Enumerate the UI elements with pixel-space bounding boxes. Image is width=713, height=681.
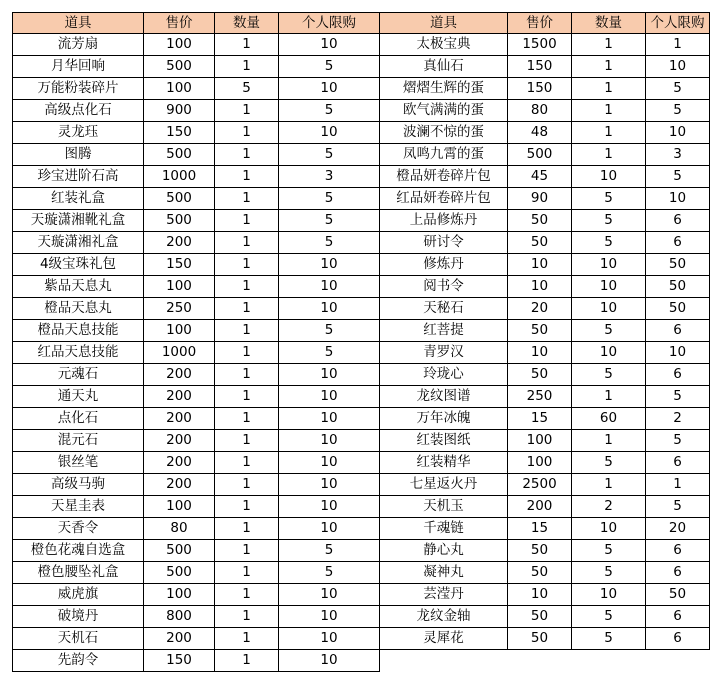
left-quantity-cell: 1 [215, 166, 279, 188]
right-quantity-cell: 5 [572, 210, 646, 232]
right-item-name-cell: 凤鸣九霄的蛋 [380, 144, 508, 166]
right-quantity-cell: 5 [572, 452, 646, 474]
left-item-name-cell: 月华回响 [12, 56, 144, 78]
right-price-cell: 50 [508, 540, 572, 562]
left-purchase-limit-cell: 5 [279, 188, 380, 210]
left-price-cell: 1000 [144, 166, 215, 188]
table-row [12, 144, 711, 166]
left-item-name-cell: 万能粉装碎片 [12, 78, 144, 100]
right-item-name-cell: 龙纹图谱 [380, 386, 508, 408]
right-price-cell: 50 [508, 210, 572, 232]
right-price-cell: 150 [508, 78, 572, 100]
table-row [12, 100, 711, 122]
left-purchase-limit-cell: 5 [279, 342, 380, 364]
table-row [12, 276, 711, 298]
right-item-name-cell: 红菩提 [380, 320, 508, 342]
right-quantity-cell: 60 [572, 408, 646, 430]
right-purchase-limit-cell: 6 [646, 606, 710, 628]
left-item-name-cell: 高级点化石 [12, 100, 144, 122]
table-row [12, 254, 711, 276]
left-price-cell: 100 [144, 78, 215, 100]
left-price-cell: 200 [144, 430, 215, 452]
right-item-name-cell: 阅书令 [380, 276, 508, 298]
left-item-name-cell: 灵龙珏 [12, 122, 144, 144]
right-item-name-cell: 红装精华 [380, 452, 508, 474]
right-price-cell: 20 [508, 298, 572, 320]
right-quantity-cell: 5 [572, 562, 646, 584]
left-price-cell: 500 [144, 188, 215, 210]
right-quantity-cell: 1 [572, 474, 646, 496]
right-price-cell: 150 [508, 56, 572, 78]
header-price: 售价 [144, 12, 215, 34]
left-quantity-cell: 1 [215, 144, 279, 166]
left-quantity-cell: 1 [215, 408, 279, 430]
left-quantity-cell: 1 [215, 232, 279, 254]
right-quantity-cell: 5 [572, 188, 646, 210]
right-item-name-cell: 红品妍卷碎片包 [380, 188, 508, 210]
right-quantity-cell: 5 [572, 232, 646, 254]
left-price-cell: 500 [144, 562, 215, 584]
left-item-name-cell: 橙色花魂自选盒 [12, 540, 144, 562]
left-quantity-cell: 1 [215, 210, 279, 232]
right-quantity-cell: 1 [572, 122, 646, 144]
right-quantity-cell: 5 [572, 628, 646, 650]
left-purchase-limit-cell: 10 [279, 650, 380, 672]
left-quantity-cell: 1 [215, 584, 279, 606]
right-purchase-limit-cell: 5 [646, 78, 710, 100]
table-row [12, 452, 711, 474]
right-purchase-limit-cell: 1 [646, 34, 710, 56]
right-item-name-cell: 波澜不惊的蛋 [380, 122, 508, 144]
right-item-name-cell: 天秘石 [380, 298, 508, 320]
right-quantity-cell: 10 [572, 584, 646, 606]
right-quantity-cell: 1 [572, 100, 646, 122]
left-purchase-limit-cell: 10 [279, 298, 380, 320]
table-header-row [12, 12, 711, 34]
header-price: 售价 [508, 12, 572, 34]
left-item-name-cell: 破境丹 [12, 606, 144, 628]
right-purchase-limit-cell: 5 [646, 386, 710, 408]
left-price-cell: 250 [144, 298, 215, 320]
right-quantity-cell: 1 [572, 56, 646, 78]
left-price-cell: 100 [144, 584, 215, 606]
left-quantity-cell: 1 [215, 364, 279, 386]
table-row [12, 298, 711, 320]
right-price-cell: 90 [508, 188, 572, 210]
right-item-name-cell: 静心丸 [380, 540, 508, 562]
left-quantity-cell: 1 [215, 628, 279, 650]
right-price-cell: 10 [508, 342, 572, 364]
left-price-cell: 200 [144, 452, 215, 474]
left-item-name-cell: 橙品天息丸 [12, 298, 144, 320]
table-row [12, 408, 711, 430]
right-item-name-cell: 真仙石 [380, 56, 508, 78]
right-price-cell: 50 [508, 562, 572, 584]
right-quantity-cell: 1 [572, 386, 646, 408]
right-quantity-cell: 2 [572, 496, 646, 518]
left-price-cell: 200 [144, 364, 215, 386]
left-quantity-cell: 1 [215, 34, 279, 56]
table-row [12, 78, 711, 100]
left-quantity-cell: 1 [215, 452, 279, 474]
left-price-cell: 200 [144, 474, 215, 496]
left-price-cell: 80 [144, 518, 215, 540]
left-purchase-limit-cell: 5 [279, 100, 380, 122]
left-purchase-limit-cell: 10 [279, 628, 380, 650]
left-purchase-limit-cell: 10 [279, 584, 380, 606]
right-item-name-cell: 欧气满满的蛋 [380, 100, 508, 122]
right-purchase-limit-cell: 6 [646, 628, 710, 650]
left-item-name-cell: 天机石 [12, 628, 144, 650]
table-row [12, 210, 711, 232]
left-item-name-cell: 红品天息技能 [12, 342, 144, 364]
right-item-name-cell: 玲珑心 [380, 364, 508, 386]
left-purchase-limit-cell: 10 [279, 122, 380, 144]
left-price-cell: 200 [144, 386, 215, 408]
left-purchase-limit-cell: 5 [279, 562, 380, 584]
left-item-name-cell: 元魂石 [12, 364, 144, 386]
left-price-cell: 150 [144, 122, 215, 144]
right-price-cell: 80 [508, 100, 572, 122]
right-purchase-limit-cell: 5 [646, 430, 710, 452]
right-item-name-cell: 万年冰魄 [380, 408, 508, 430]
right-item-name-cell: 灵犀花 [380, 628, 508, 650]
left-quantity-cell: 1 [215, 562, 279, 584]
left-purchase-limit-cell: 5 [279, 144, 380, 166]
right-price-cell: 250 [508, 386, 572, 408]
left-item-name-cell: 高级马驹 [12, 474, 144, 496]
right-price-cell: 50 [508, 232, 572, 254]
left-price-cell: 100 [144, 34, 215, 56]
right-purchase-limit-cell: 6 [646, 540, 710, 562]
left-purchase-limit-cell: 10 [279, 386, 380, 408]
left-price-cell: 150 [144, 254, 215, 276]
table-row [12, 540, 711, 562]
left-purchase-limit-cell: 5 [279, 232, 380, 254]
price-table [12, 12, 711, 672]
left-item-name-cell: 威虎旗 [12, 584, 144, 606]
right-purchase-limit-cell: 10 [646, 342, 710, 364]
left-quantity-cell: 1 [215, 518, 279, 540]
right-item-name-cell: 芸滢丹 [380, 584, 508, 606]
left-price-cell: 500 [144, 144, 215, 166]
left-price-cell: 500 [144, 210, 215, 232]
left-price-cell: 1000 [144, 342, 215, 364]
left-item-name-cell: 流芳扇 [12, 34, 144, 56]
table-row [12, 34, 711, 56]
table-row [12, 342, 711, 364]
left-purchase-limit-cell: 3 [279, 166, 380, 188]
table-row [12, 386, 711, 408]
right-purchase-limit-cell: 1 [646, 474, 710, 496]
right-purchase-limit-cell: 6 [646, 452, 710, 474]
table-row [12, 474, 711, 496]
left-item-name-cell: 图腾 [12, 144, 144, 166]
left-item-name-cell: 混元石 [12, 430, 144, 452]
right-purchase-limit-cell: 20 [646, 518, 710, 540]
right-purchase-limit-cell: 6 [646, 232, 710, 254]
right-purchase-limit-cell: 50 [646, 276, 710, 298]
left-quantity-cell: 1 [215, 122, 279, 144]
table-row [12, 364, 711, 386]
left-item-name-cell: 4级宝珠礼包 [12, 254, 144, 276]
left-purchase-limit-cell: 10 [279, 452, 380, 474]
right-quantity-cell: 10 [572, 166, 646, 188]
left-quantity-cell: 1 [215, 320, 279, 342]
left-item-name-cell: 红装礼盒 [12, 188, 144, 210]
left-price-cell: 100 [144, 320, 215, 342]
right-item-name-cell: 千魂链 [380, 518, 508, 540]
right-price-cell: 500 [508, 144, 572, 166]
table-row [12, 122, 711, 144]
right-item-name-cell: 七星返火丹 [380, 474, 508, 496]
left-purchase-limit-cell: 10 [279, 254, 380, 276]
right-price-cell: 100 [508, 430, 572, 452]
table-row [12, 650, 711, 672]
left-item-name-cell: 紫品天息丸 [12, 276, 144, 298]
right-quantity-cell: 10 [572, 518, 646, 540]
right-price-cell: 10 [508, 276, 572, 298]
right-purchase-limit-cell: 5 [646, 100, 710, 122]
right-quantity-cell: 1 [572, 34, 646, 56]
left-purchase-limit-cell: 10 [279, 34, 380, 56]
left-item-name-cell: 橙品天息技能 [12, 320, 144, 342]
right-item-name-cell: 龙纹金轴 [380, 606, 508, 628]
right-quantity-cell: 5 [572, 606, 646, 628]
left-quantity-cell: 1 [215, 254, 279, 276]
left-purchase-limit-cell: 10 [279, 496, 380, 518]
table-row [12, 232, 711, 254]
left-item-name-cell: 橙色腰坠礼盒 [12, 562, 144, 584]
right-price-cell: 15 [508, 408, 572, 430]
table-row [12, 56, 711, 78]
table-row [12, 562, 711, 584]
left-price-cell: 200 [144, 408, 215, 430]
right-price-cell: 2500 [508, 474, 572, 496]
right-quantity-cell: 10 [572, 254, 646, 276]
left-price-cell: 100 [144, 276, 215, 298]
right-price-cell: 50 [508, 364, 572, 386]
right-purchase-limit-cell: 2 [646, 408, 710, 430]
left-item-name-cell: 天香令 [12, 518, 144, 540]
left-purchase-limit-cell: 10 [279, 408, 380, 430]
left-quantity-cell: 1 [215, 540, 279, 562]
right-item-name-cell: 研讨令 [380, 232, 508, 254]
table-row [12, 430, 711, 452]
right-price-cell: 200 [508, 496, 572, 518]
left-item-name-cell: 珍宝进阶石高 [12, 166, 144, 188]
right-price-cell: 50 [508, 628, 572, 650]
left-quantity-cell: 1 [215, 650, 279, 672]
right-quantity-cell: 10 [572, 276, 646, 298]
right-price-cell: 10 [508, 254, 572, 276]
table-row [12, 518, 711, 540]
left-purchase-limit-cell: 5 [279, 320, 380, 342]
left-price-cell: 800 [144, 606, 215, 628]
right-purchase-limit-cell: 5 [646, 166, 710, 188]
right-price-cell: 45 [508, 166, 572, 188]
right-purchase-limit-cell: 50 [646, 584, 710, 606]
table-row [12, 320, 711, 342]
header-item-name: 道具 [380, 12, 508, 34]
left-quantity-cell: 1 [215, 496, 279, 518]
header-purchase-limit: 个人限购 [646, 12, 710, 34]
right-quantity-cell: 10 [572, 298, 646, 320]
right-price-cell: 50 [508, 320, 572, 342]
left-purchase-limit-cell: 10 [279, 78, 380, 100]
left-price-cell: 500 [144, 56, 215, 78]
left-price-cell: 100 [144, 496, 215, 518]
right-item-name-cell: 橙品妍卷碎片包 [380, 166, 508, 188]
table-row [12, 606, 711, 628]
left-quantity-cell: 1 [215, 188, 279, 210]
left-quantity-cell: 1 [215, 276, 279, 298]
right-price-cell: 15 [508, 518, 572, 540]
left-item-name-cell: 天璇潇湘礼盒 [12, 232, 144, 254]
right-price-cell: 1500 [508, 34, 572, 56]
right-item-name-cell: 青罗汉 [380, 342, 508, 364]
left-quantity-cell: 1 [215, 606, 279, 628]
left-quantity-cell: 1 [215, 56, 279, 78]
header-purchase-limit: 个人限购 [279, 12, 380, 34]
left-item-name-cell: 天璇潇湘靴礼盒 [12, 210, 144, 232]
left-item-name-cell: 天星圭表 [12, 496, 144, 518]
right-item-name-cell: 熠熠生辉的蛋 [380, 78, 508, 100]
right-purchase-limit-cell: 6 [646, 562, 710, 584]
right-quantity-cell: 1 [572, 144, 646, 166]
left-purchase-limit-cell: 10 [279, 474, 380, 496]
right-item-name-cell: 太极宝典 [380, 34, 508, 56]
right-item-name-cell: 天机玉 [380, 496, 508, 518]
left-item-name-cell: 点化石 [12, 408, 144, 430]
right-purchase-limit-cell: 5 [646, 496, 710, 518]
table-row [12, 166, 711, 188]
right-purchase-limit-cell: 6 [646, 320, 710, 342]
left-quantity-cell: 5 [215, 78, 279, 100]
right-price-cell: 50 [508, 606, 572, 628]
left-quantity-cell: 1 [215, 430, 279, 452]
table-row [12, 628, 711, 650]
right-item-name-cell: 上品修炼丹 [380, 210, 508, 232]
table-row [12, 584, 711, 606]
right-quantity-cell: 5 [572, 320, 646, 342]
left-purchase-limit-cell: 10 [279, 430, 380, 452]
right-quantity-cell: 10 [572, 342, 646, 364]
left-quantity-cell: 1 [215, 474, 279, 496]
right-purchase-limit-cell: 10 [646, 56, 710, 78]
left-price-cell: 900 [144, 100, 215, 122]
right-item-name-cell: 红装图纸 [380, 430, 508, 452]
right-quantity-cell: 5 [572, 540, 646, 562]
right-purchase-limit-cell: 6 [646, 210, 710, 232]
left-quantity-cell: 1 [215, 342, 279, 364]
header-quantity: 数量 [572, 12, 646, 34]
right-item-name-cell: 凝神丸 [380, 562, 508, 584]
left-purchase-limit-cell: 5 [279, 210, 380, 232]
left-price-cell: 500 [144, 540, 215, 562]
left-purchase-limit-cell: 10 [279, 364, 380, 386]
left-item-name-cell: 银丝笔 [12, 452, 144, 474]
left-purchase-limit-cell: 5 [279, 56, 380, 78]
table-row [12, 188, 711, 210]
right-purchase-limit-cell: 10 [646, 188, 710, 210]
right-price-cell: 48 [508, 122, 572, 144]
right-quantity-cell: 5 [572, 364, 646, 386]
left-quantity-cell: 1 [215, 298, 279, 320]
right-purchase-limit-cell: 50 [646, 254, 710, 276]
left-item-name-cell: 通天丸 [12, 386, 144, 408]
right-purchase-limit-cell: 50 [646, 298, 710, 320]
right-item-name-cell: 修炼丹 [380, 254, 508, 276]
right-purchase-limit-cell: 10 [646, 122, 710, 144]
left-quantity-cell: 1 [215, 386, 279, 408]
right-purchase-limit-cell: 6 [646, 364, 710, 386]
left-price-cell: 200 [144, 232, 215, 254]
right-purchase-limit-cell: 3 [646, 144, 710, 166]
left-item-name-cell: 先韵令 [12, 650, 144, 672]
right-quantity-cell: 1 [572, 78, 646, 100]
right-price-cell: 10 [508, 584, 572, 606]
header-item-name: 道具 [12, 12, 144, 34]
left-purchase-limit-cell: 10 [279, 606, 380, 628]
left-quantity-cell: 1 [215, 100, 279, 122]
right-price-cell: 100 [508, 452, 572, 474]
right-quantity-cell: 1 [572, 430, 646, 452]
header-quantity: 数量 [215, 12, 279, 34]
left-price-cell: 200 [144, 628, 215, 650]
left-purchase-limit-cell: 10 [279, 518, 380, 540]
table-row [12, 496, 711, 518]
left-price-cell: 150 [144, 650, 215, 672]
left-purchase-limit-cell: 10 [279, 276, 380, 298]
left-purchase-limit-cell: 5 [279, 540, 380, 562]
